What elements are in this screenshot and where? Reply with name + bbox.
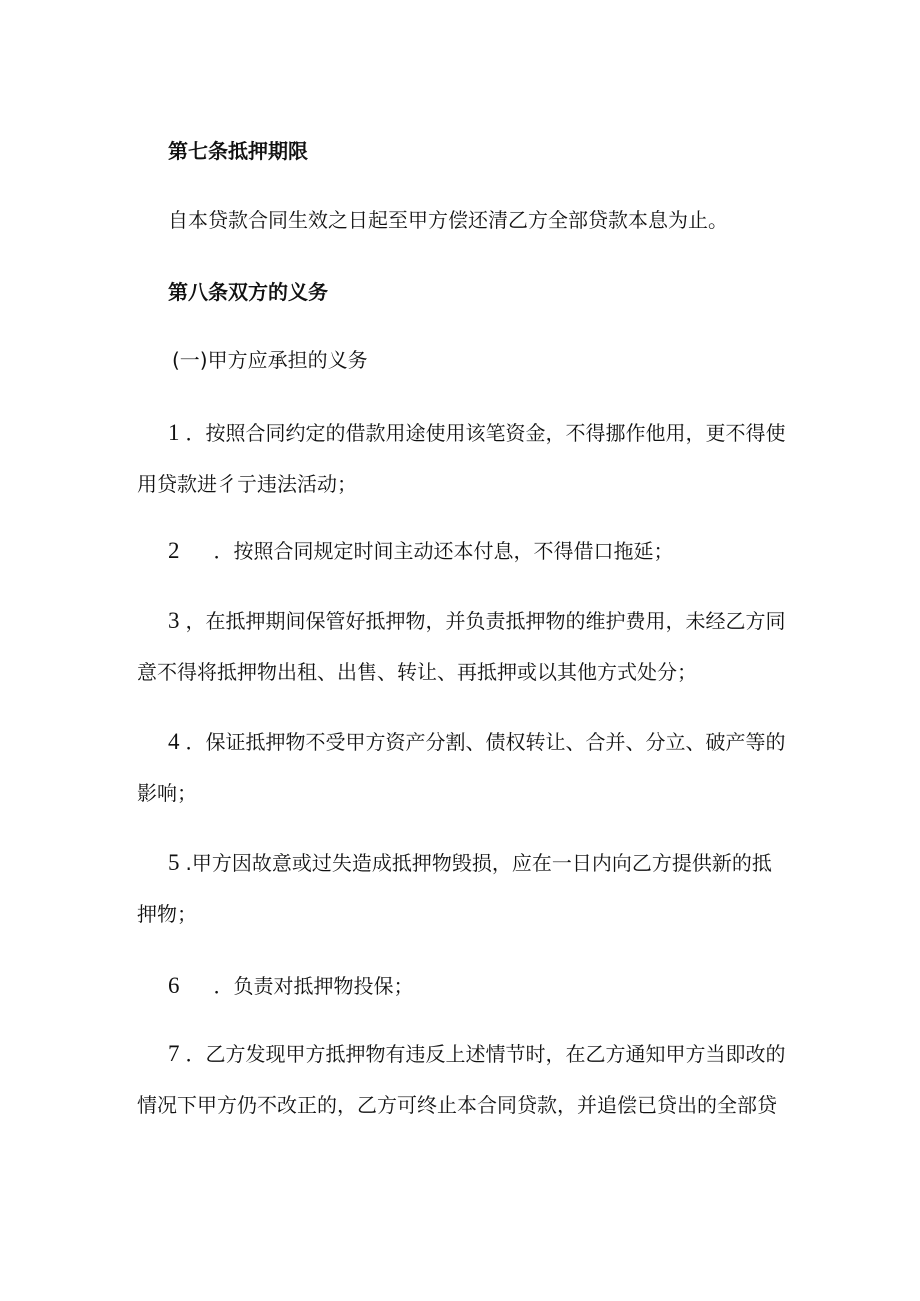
list-item-7-continued: 情况下甲方仍不改正的，乙方可终止本合同贷款，并追偿已贷出的全部贷: [137, 1093, 777, 1117]
article-7-title: 第七条抵押期限: [168, 139, 308, 163]
item-number: 7: [168, 1041, 180, 1066]
list-item-2: [168, 539, 674, 563]
item-text: ．负责对抵押物投保；: [213, 974, 414, 998]
item-number: 4: [168, 729, 180, 754]
item-text: ．保证抵押物不受甲方资产分割、债权转让、合并、分立、破产等的: [185, 730, 786, 754]
item-text: ．按照合同规定时间主动还本付息，不得借口拖延；: [213, 539, 674, 563]
list-item-7: [168, 1042, 786, 1066]
item-text: ．乙方发现甲方抵押物有违反上述情节时，在乙方通知甲方当即改的: [185, 1042, 786, 1066]
article-8-subheading: (一)甲方应承担的义务: [172, 348, 368, 372]
list-item-5: [168, 851, 772, 875]
list-item-4: [168, 730, 786, 754]
list-item-1: [168, 421, 786, 445]
article-8-title: 第八条双方的义务: [168, 280, 328, 304]
list-item-3-continued: 意不得将抵押物出租、出售、转让、再抵押或以其他方式处分；: [137, 660, 697, 684]
item-number: 1: [168, 420, 180, 445]
list-item-5-continued: 押物；: [137, 902, 197, 926]
list-item-4-continued: 影响；: [137, 781, 197, 805]
item-number: 2: [168, 538, 180, 563]
item-number: 5: [168, 850, 180, 875]
article-7-text: 自本贷款合同生效之日起至甲方偿还清乙方全部贷款本息为止。: [168, 208, 728, 232]
list-item-1-continued: 用贷款进彳亍违法活动；: [137, 472, 357, 496]
list-item-6: [168, 974, 414, 998]
item-text: .甲方因故意或过失造成抵押物毁损，应在一日内向乙方提供新的抵: [185, 851, 772, 875]
list-item-3: [168, 609, 786, 633]
item-number: 3: [168, 608, 180, 633]
item-number: 6: [168, 973, 180, 998]
item-text: ，在抵押期间保管好抵押物，并负责抵押物的维护费用，未经乙方同: [185, 609, 786, 633]
item-text: ．按照合同约定的借款用途使用该笔资金，不得挪作他用，更不得使: [185, 421, 786, 445]
